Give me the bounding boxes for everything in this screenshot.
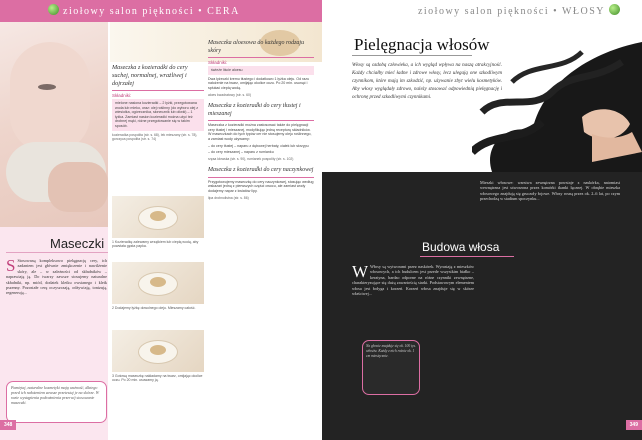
intro-text: Włosy są ozdobą człowieka, a ich wygląd wpływa na naszą atrakcyjność. Każdy chciałby mieć ładne i zdrowe włosy, lecz ulegają one szkodliwym czynnikom, które mają im szkodzić, np. używanie zbyt wielu kosmetyków. Aby włosy wyglądały zdrowo, należy stosować odpowiednią pielęgnację i ochronę przed szkodliwymi czynnikami. (352, 63, 502, 100)
recipe-column-middle (112, 64, 204, 440)
right-page-header (322, 0, 642, 22)
right-page (322, 0, 642, 440)
step-caption-3: 3 Gotową maseczkę nakładamy na twarz, omijając okolice oczu. Po 20 min. usuwamy ją. (112, 374, 203, 383)
dropcap: S (6, 258, 16, 275)
ingredients-label: Składniki: (112, 93, 132, 98)
budowa-paragraph-2: Mieszki włosowe: warstwa zewnętrzna powstaje z naskórka, natomiast wewnętrzna jest utworzona przez komórki tkanki łącznej. W obrębie mieszka włosowego znajdują się gruczoły łojowe. Włosy rosną przez ok. 2–6 lat, po czym przechodzą w stadium spoczynku... (480, 180, 620, 202)
recipe-note: rzęsa kłowska (str. s. 90), rumianek pospolity (str. s. 102) (208, 156, 294, 161)
recipe-rule (208, 120, 314, 121)
budowa-paragraph (352, 264, 474, 296)
left-page-header (0, 0, 322, 22)
ingredients-box (208, 66, 314, 75)
right-note-box (362, 340, 420, 395)
recipe-rule (208, 57, 314, 58)
recipe-title: Maseczka z kozieradki do cery naczynkowej (208, 167, 314, 174)
eye-shape (38, 84, 56, 90)
left-body-text (6, 258, 107, 382)
section-title-budowa: Budowa włosa (422, 240, 500, 254)
recipe-title: Maseczka z kozieradki do cery suchej, normalnej, wrażliwej i dojrzałej (112, 64, 188, 87)
left-header-text (48, 4, 240, 17)
hair-woman-photo (472, 22, 642, 172)
left-note-text: Pamiętaj, naturalne kosmetyki mają ważność, dlatego przed ich nałożeniem zawsze przetestuj je na skórze. W razie wystąpienia podrażnienia przerwij stosowanie maseczki. (11, 385, 100, 405)
step-photo-1 (112, 196, 204, 238)
ingredients-box (112, 99, 204, 131)
hand-shape (48, 162, 108, 212)
page-number-right: 349 (626, 420, 642, 430)
recipe-steps: Dwa łyżeczki kremu tłustego i dodatkowo 1 łyżka oleju. Od razu nałożenie na twarz, omijając okolice oczu. Po 20 min. usunąć i spłukać ciepłą wodą. (208, 76, 310, 90)
step-photo-3 (112, 330, 204, 372)
step-caption-2: 2 Dodajemy łyżkę dowolnego oleju. Mieszamy całość. (112, 306, 196, 310)
recipe-note: lipa drobnolistna (str. s. 86) (208, 195, 249, 200)
recipe-body: Przygotowujemy maseczkę do cery naczynkowej, stosując według wskazań jedną z pierwszych części owocu, ale zamiast wody dodajemy napar z kwiatów lipy. (208, 179, 314, 193)
recipe-rule (112, 90, 204, 91)
recipe-note: kozieradka pospolita (str. s. 68), lek mieszany (str. s. 78), gorczyca pospolita (str. s. 74) (112, 132, 198, 141)
recipe-list-text: do cery mieszanej – naparu z rumianku (211, 150, 274, 155)
face-mask-photo (0, 22, 108, 227)
ingredients-text: mielone nasiona kozieradki – 2 łyżki, przegotowana woda lub mleko, oraz: olej roślinny (do wyboru olej z wiesiołka, ogórecznika, słonecznik lub oliwki) – 1 łyżka. Zamiast nasion kozieradki można użyć też drobnej mąki, różne przegotowanie się w takim sposób. (115, 101, 199, 128)
section-rule (6, 252, 108, 253)
recipe-list-item: – do cery mieszanej – naparu z rumianku (208, 150, 274, 155)
recipe-list-text: do cery tłustej – naparu z dębowej herbaty, ciałek lub skrzypu (211, 143, 309, 148)
recipe-capillary-skin (208, 167, 314, 200)
left-body-paragraph: Stosowaną kompleksowo pielęgnację cery, ich zadaniem jest głównie zmiękczenie i nawilżenie skóry, ale – w zależności od składników – naprawiają ją. Do twarzy zawsze stosujemy naturalne składniki, np. miód, dodatek kleiku owsianego i kleik pszenny. Pozostałe cerę oczyszczają, odżywiają, tonizują, regenerują... (6, 258, 107, 296)
recipe-aloes (208, 40, 314, 97)
recipe-rule (208, 177, 314, 178)
paste-shape (150, 211, 166, 221)
page-title: Pielęgnacja włosów (354, 35, 490, 54)
step-caption-1: 1 Kozieradkę zalewamy wrzątkiem lub ciepłą wodą, aby powstała gęsta papka. (112, 240, 199, 249)
paste-shape (150, 277, 166, 287)
recipe-title: Maseczka aloesowa do każdego rodzaju skóry (208, 40, 305, 54)
recipe-column-right (208, 40, 314, 440)
recipe-oily-skin (208, 103, 314, 161)
left-note-box (6, 381, 107, 423)
recipe-title: Maseczka z kozieradki do cery tłustej i mieszanej (208, 102, 301, 117)
recipe-note: aloes kwadratowy (str. s. 60) (208, 92, 251, 97)
dropcap: W (352, 262, 369, 281)
herb-leaf-icon (48, 4, 59, 15)
body-column-2 (480, 180, 620, 440)
recipe-list-item: – do cery tłustej – naparu z dębowej herbaty, ciałek lub skrzypu (208, 143, 309, 148)
budowa-text: Włosy są wytworami przez naskórek. Wyrastają z mieszków włosowych, a ich budulcem jest przede wszystkim białko – keratyna, bardzo odporne na różne czynniki zewnętrzne, charakteryzujące się dużą zawartością siarki. Podstawowym elementem włosa jest łodyga i korzeń. Korzeń włosa znajduje się w skórze właściwej... (352, 264, 474, 297)
step-photo-2 (112, 262, 204, 304)
right-note-text: Na głowie znajduje się ok. 100 tys. włosów. Każdy z nich rośnie ok. 1 cm miesięcznie. (366, 344, 416, 358)
paste-shape (150, 345, 166, 355)
face-shape (10, 42, 90, 152)
recipe-body: Maseczka z kozieradki można zastosować także do pielęgnacji cery tłustej i mieszanej, modyfikując jedną recepturę składników. W maseczkach do tych typów cer nie stosujemy oleju roślinnego, a zamiast wody używamy: (208, 123, 312, 141)
ingredients-text: świeże liście aloesu (211, 68, 243, 73)
herb-leaf-icon (609, 4, 620, 15)
right-header-text (418, 4, 620, 17)
title-rule (352, 55, 472, 56)
page-number-left: 348 (0, 420, 16, 430)
right-header-label: ziołowy salon piękności • WŁOSY (417, 6, 605, 17)
ingredients-label: Składniki: (208, 60, 228, 66)
section-title-maseczki: Maseczki (50, 236, 105, 251)
left-header-label: ziołowy salon piękności • CERA (63, 6, 240, 17)
